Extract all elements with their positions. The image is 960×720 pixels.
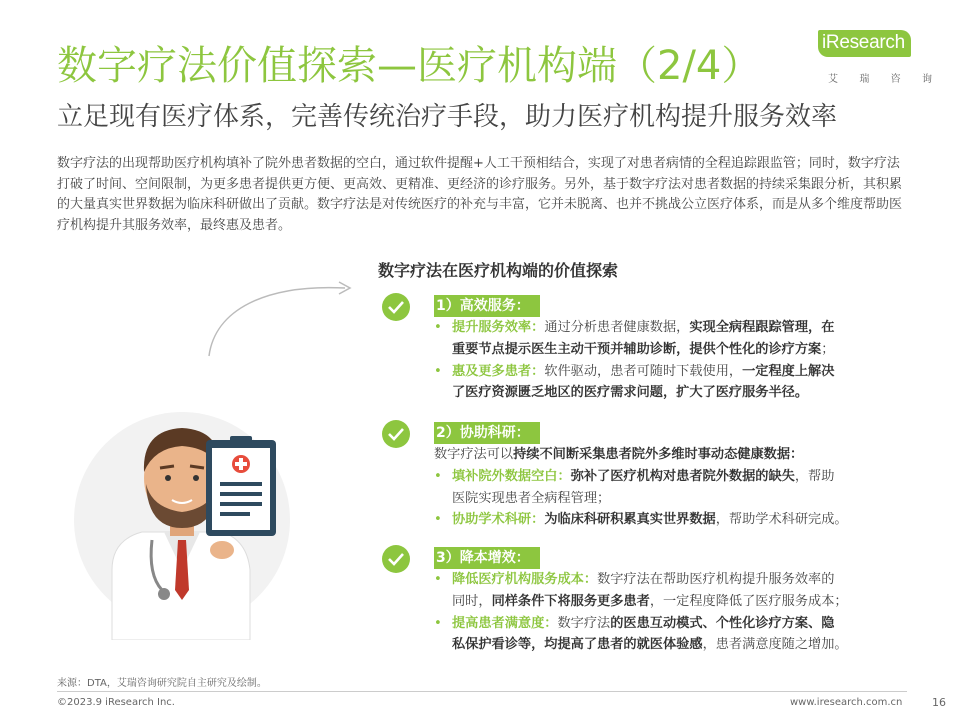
bullet-text: 数字疗法在帮助医疗机构提升服务效率的 bbox=[597, 572, 835, 587]
bullet-text: 数字疗法 bbox=[557, 615, 611, 631]
bullet-line: • 降低医疗机构服务成本：数字疗法在帮助医疗机构提升服务效率的 bbox=[434, 572, 835, 587]
curved-arrow-icon bbox=[205, 280, 365, 360]
source-note: 来源：DTA，艾瑞咨询研究院自主研究及绘制。 bbox=[57, 678, 267, 689]
bullet-line: • 提升服务效率：通过分析患者健康数据，实现全病程跟踪管理，在 bbox=[434, 320, 835, 335]
page-number: 16 bbox=[932, 696, 946, 709]
bullet-line-cont bbox=[434, 339, 934, 361]
bullet-line-cont bbox=[434, 488, 934, 510]
bullet-key: 提升服务效率： bbox=[452, 320, 545, 335]
group-title: 2）协助科研： bbox=[434, 422, 540, 444]
bullet-bold: 了医疗资源匮乏地区的医疗需求问题，扩大了医疗服务半径。 bbox=[452, 385, 809, 401]
group-title: 1）高效服务： bbox=[434, 295, 540, 317]
bullet-bold: 弥补了医疗机构对患者院外数据的缺失 bbox=[570, 468, 795, 484]
bullet-text: 医院实现患者全病程管理； bbox=[452, 490, 611, 506]
bullet-text: ，帮助 bbox=[794, 468, 835, 484]
bullet-line-cont bbox=[434, 591, 934, 613]
bullet-bold: 私保护看诊等，均提高了患者的就医体验感 bbox=[452, 637, 703, 653]
copyright: ©2023.9 iResearch Inc. bbox=[57, 697, 175, 708]
intro-paragraph: 数字疗法的出现帮助医疗机构填补了院外患者数据的空白，通过软件提醒+人工干预相结合，实现了对患者病情的全程追踪跟监管；同时，数字疗法打破了时间、空间限制，为更多患者提供更方便、更高效、更精准、更经济的诊疗服务。另外，基于数字疗法对患者数据的持续采集跟分析，其积累的大量真实世界数据为临床科研做出了贡献。数字疗法是对传统医疗的补充与丰富，它并未脱离、也并不挑战公立医疗体系，而是从多个维度帮助医疗机构提升其服务效率，最终惠及患者。 bbox=[57, 156, 903, 233]
bullet-key: 降低医疗机构服务成本： bbox=[452, 572, 598, 587]
bullet-text: ； bbox=[821, 341, 835, 357]
bullet-bold: 为临床科研积累真实世界数据 bbox=[544, 512, 716, 528]
bullet-bold: 同样条件下将服务更多患者 bbox=[491, 593, 650, 609]
bullet-key: 提高患者满意度： bbox=[452, 615, 558, 631]
bullet-line: • 惠及更多患者：软件驱动，患者可随时下载使用，一定程度上解决 bbox=[434, 363, 835, 379]
logo-subtitle bbox=[828, 70, 932, 85]
page-subtitle: 立足现有医疗体系，完善传统治疗手段，助力医疗机构提升服务效率 bbox=[57, 102, 838, 132]
logo-char: 瑞 bbox=[859, 74, 870, 85]
bullet-line-cont bbox=[434, 382, 934, 404]
bullet-bold: 的医患互动模式、个性化诊疗方案、隐 bbox=[610, 615, 835, 631]
bullet-line: • 提高患者满意度：数字疗法的医患互动模式、个性化诊疗方案、隐 bbox=[434, 615, 835, 631]
lead-bold: 持续不间断采集患者院外多维时事动态健康数据： bbox=[513, 447, 804, 462]
check-icon bbox=[382, 293, 410, 321]
lead-text: 数字疗法可以 bbox=[434, 447, 514, 462]
bullet-bold: 一定程度上解决 bbox=[742, 363, 835, 379]
bullet-text: ，帮助学术科研完成。 bbox=[715, 512, 848, 528]
bullet-line: • 填补院外数据空白：弥补了医疗机构对患者院外数据的缺失，帮助 bbox=[434, 468, 835, 484]
page-title: 数字疗法价值探索—医疗机构端（2/4） bbox=[57, 43, 762, 89]
check-icon bbox=[382, 420, 410, 448]
section-heading: 数字疗法在医疗机构端的价值探索 bbox=[378, 261, 619, 280]
logo-wordmark: iResearch bbox=[818, 30, 911, 57]
bullet-text: 通过分析患者健康数据， bbox=[544, 320, 690, 335]
lead-line bbox=[434, 444, 934, 466]
bullet-text: 同时， bbox=[452, 593, 492, 609]
group-title: 3）降本增效： bbox=[434, 547, 540, 569]
footer-divider bbox=[57, 691, 907, 692]
group-body bbox=[434, 569, 934, 656]
bullet-key: 协助学术科研： bbox=[452, 512, 545, 528]
clipboard-icon bbox=[206, 436, 276, 536]
bullet-text: ，患者满意度随之增加。 bbox=[702, 637, 848, 653]
bullet-key: 惠及更多患者： bbox=[452, 363, 545, 379]
group-body bbox=[434, 444, 934, 531]
group-body bbox=[434, 317, 934, 404]
bullet-line: • 协助学术科研：为临床科研积累真实世界数据，帮助学术科研完成。 bbox=[434, 512, 848, 528]
bullet-line-cont bbox=[434, 634, 934, 656]
bullet-bold: 实现全病程跟踪管理，在 bbox=[689, 320, 835, 335]
bullet-bold: 重要节点提示医生主动干预并辅助诊断，提供个性化的诊疗方案 bbox=[452, 341, 822, 357]
check-icon bbox=[382, 545, 410, 573]
bullet-key: 填补院外数据空白： bbox=[452, 468, 571, 484]
iresearch-logo bbox=[818, 30, 932, 90]
logo-char: 咨 bbox=[890, 74, 901, 85]
doctor-illustration bbox=[72, 400, 292, 640]
website-link[interactable]: www.iresearch.com.cn bbox=[790, 697, 903, 708]
bullet-text: 软件驱动，患者可随时下载使用， bbox=[544, 363, 743, 379]
bullet-text: ，一定程度降低了医疗服务成本； bbox=[649, 593, 848, 609]
logo-char: 询 bbox=[921, 74, 932, 85]
logo-char: 艾 bbox=[828, 74, 838, 85]
logo-text bbox=[818, 30, 911, 57]
